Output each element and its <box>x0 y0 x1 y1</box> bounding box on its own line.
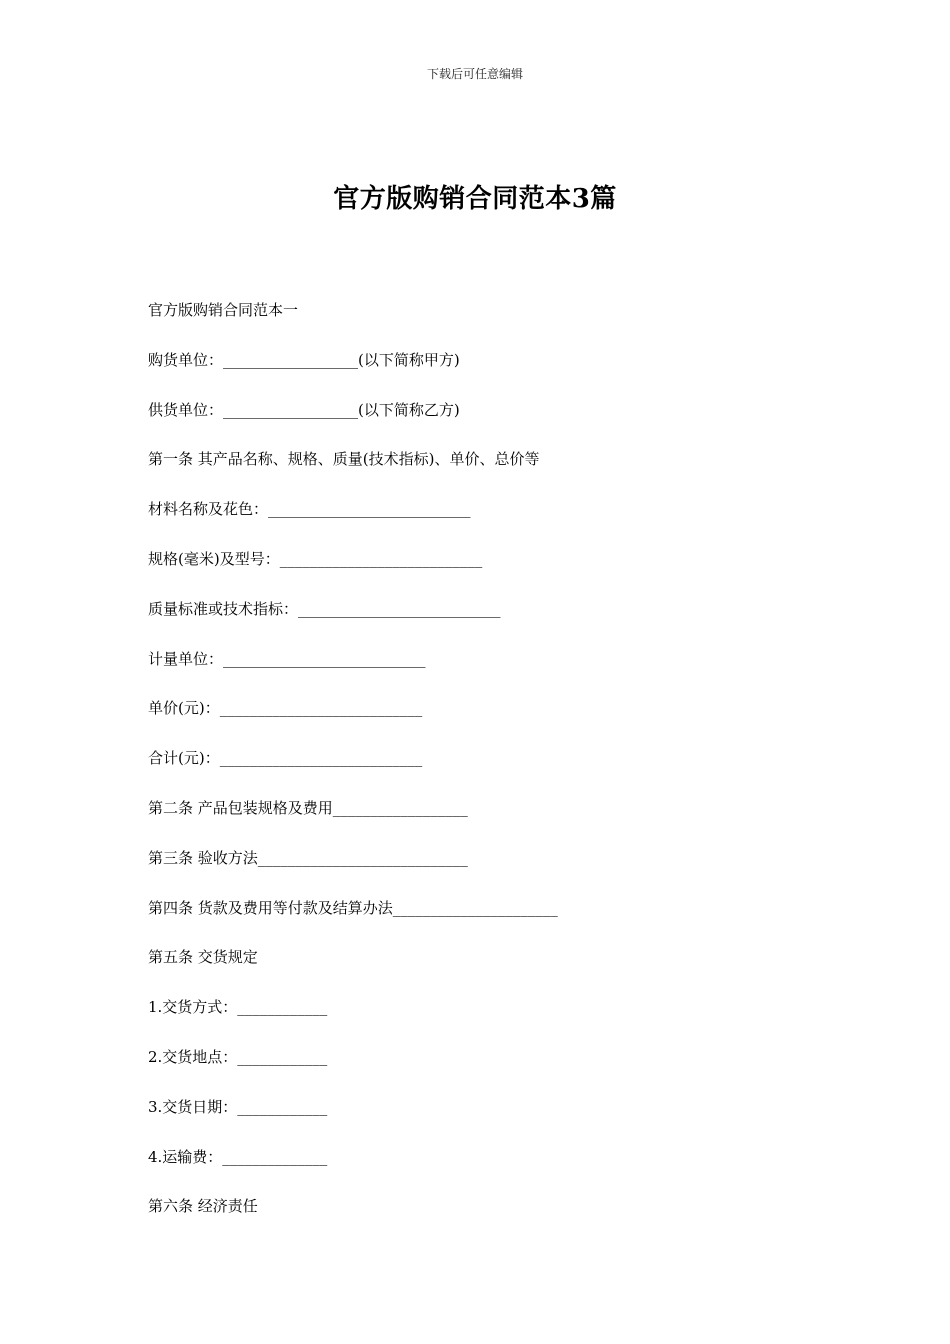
unit-price-field: 单价(元)：___________________________ <box>148 699 423 718</box>
article-3-line: 第三条 验收方法____________________________ <box>148 848 468 867</box>
article-6-heading: 第六条 经济责任 <box>148 1197 258 1216</box>
unit-field: 计量单位：___________________________ <box>148 649 426 668</box>
article-2-line: 第二条 产品包装规格及费用__________________ <box>148 798 468 817</box>
article-1-heading: 第一条 其产品名称、规格、质量(技术指标)、单价、总价等 <box>148 450 540 469</box>
delivery-method-field: 1.交货方式：____________ <box>148 998 328 1017</box>
buyer-field: 购货单位：__________________(以下简称甲方) <box>148 350 460 369</box>
total-field: 合计(元)：___________________________ <box>148 749 423 768</box>
article-4-line: 第四条 货款及费用等付款及结算办法______________________ <box>148 898 558 917</box>
header-note: 下载后可任意编辑 <box>426 67 523 81</box>
quality-standard-field: 质量标准或技术指标：___________________________ <box>148 599 501 618</box>
material-name-field: 材料名称及花色：___________________________ <box>148 500 471 519</box>
delivery-location-field: 2.交货地点：____________ <box>148 1047 328 1066</box>
transport-fee-field: 4.运输费：______________ <box>148 1147 328 1166</box>
article-5-heading: 第五条 交货规定 <box>148 948 258 967</box>
section-heading: 官方版购销合同范本一 <box>148 301 299 319</box>
document-body <box>148 299 848 1245</box>
document-title: 官方版购销合同范本3篇 <box>333 184 617 214</box>
supplier-field: 供货单位：__________________(以下简称乙方) <box>148 400 460 419</box>
spec-model-field: 规格(毫米)及型号：___________________________ <box>148 549 483 568</box>
delivery-date-field: 3.交货日期：____________ <box>148 1097 328 1116</box>
